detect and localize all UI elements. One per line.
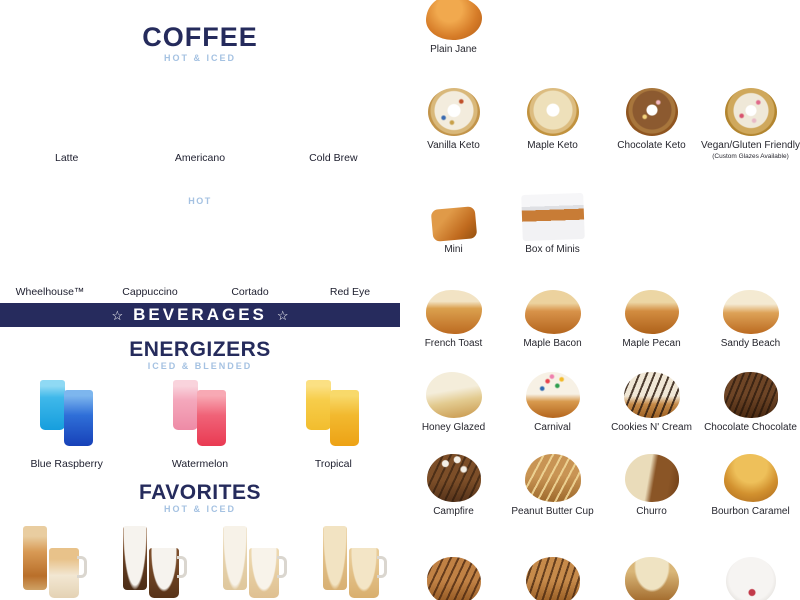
- energizers-row: [0, 376, 400, 470]
- drink-glass: [64, 390, 93, 446]
- menu-item-cortado: Cortado: [231, 286, 269, 298]
- donut-image: [426, 0, 482, 40]
- donut-image: [724, 454, 778, 502]
- donut-menu-item: [404, 446, 503, 517]
- menu-item-americano: Americano: [174, 152, 226, 164]
- beverage-image: [290, 376, 376, 454]
- donut-name: Bourbon Caramel: [711, 506, 790, 517]
- donut-menu-item: [602, 80, 701, 160]
- donut-image: [626, 88, 678, 136]
- favorite-drink-item: [300, 524, 400, 600]
- donut-menu-item: [404, 362, 503, 433]
- donut-name: Vanilla Keto: [427, 140, 480, 151]
- hot-coffee-row: [0, 286, 400, 298]
- drink-mug: [149, 548, 179, 598]
- donut-menu-item: [503, 80, 602, 160]
- drink-glass: [330, 390, 359, 446]
- drink-glass: [123, 526, 147, 590]
- favorite-drink-item: [100, 524, 200, 600]
- menu-item-cappuccino: Cappuccino: [122, 286, 178, 298]
- menu-item-latte: Latte: [54, 152, 79, 164]
- donut-name: Carnival: [534, 422, 571, 433]
- donut-image: [723, 290, 779, 334]
- energizers-title: ENERGIZERS: [129, 338, 271, 361]
- beverage-image: [307, 524, 393, 600]
- hot-heading: HOT: [188, 196, 212, 206]
- menu-item-red-eye: Red Eye: [329, 286, 371, 298]
- donut-image: [426, 372, 482, 418]
- donut-menu-item: [701, 446, 800, 517]
- donut-menu-item: [602, 362, 701, 433]
- donut-name: Cookies N' Cream: [611, 422, 692, 433]
- beverage-name: Tropical: [314, 458, 352, 470]
- beverages-banner-title: BEVERAGES: [133, 305, 267, 324]
- donut-row: [404, 80, 800, 160]
- donut-name: Plain Jane: [430, 44, 477, 55]
- drink-glass: [323, 526, 347, 590]
- donut-image: [625, 290, 679, 334]
- iced-coffee-row: [0, 152, 400, 164]
- favorites-subtitle: HOT & ICED: [163, 504, 236, 514]
- donut-menu-item: [701, 362, 800, 433]
- donut-image: [427, 557, 481, 600]
- donut-row: [404, 278, 800, 349]
- beverages-banner: [0, 303, 400, 327]
- donut-image: [428, 88, 480, 136]
- donut-menu-item: [503, 446, 602, 517]
- beverage-item-tropical: [267, 376, 400, 470]
- beverage-image: [157, 376, 243, 454]
- donut-row: [404, 446, 800, 517]
- donut-menu-item: [602, 549, 701, 600]
- drink-glass: [173, 380, 198, 430]
- donut-image: [525, 454, 581, 502]
- beverage-image: [7, 524, 93, 600]
- donut-menu-item: [602, 278, 701, 349]
- donut-image: [427, 454, 481, 502]
- favorite-drink-item: [200, 524, 300, 600]
- donut-menu-item: [701, 278, 800, 349]
- energizers-subtitle: ICED & BLENDED: [147, 361, 253, 371]
- donut-name: Campfire: [433, 506, 474, 517]
- donut-image: [625, 557, 679, 600]
- menu-item-cold-brew: Cold Brew: [309, 152, 358, 164]
- beverage-item-watermelon: [133, 376, 266, 470]
- donut-name: Maple Keto: [527, 140, 578, 151]
- donut-menu-item: [404, 0, 503, 55]
- beverage-name: Blue Raspberry: [30, 458, 103, 470]
- star-icon: ☆: [111, 307, 124, 323]
- donut-name: Chocolate Keto: [617, 140, 686, 151]
- donut-image: [625, 454, 679, 502]
- donut-name: Vegan/Gluten Friendly: [701, 140, 800, 151]
- beverage-name: Watermelon: [171, 458, 229, 470]
- donut-menu-item: [404, 549, 503, 600]
- drink-mug: [349, 548, 379, 598]
- donut-name: Sandy Beach: [720, 338, 781, 349]
- donut-row: [404, 0, 800, 55]
- donut-menu-item: [701, 549, 800, 600]
- donut-row: [404, 549, 800, 600]
- donut-box-image: [521, 193, 585, 241]
- donut-name: Maple Pecan: [622, 338, 681, 349]
- donut-image: [725, 88, 777, 136]
- favorites-row: [0, 524, 400, 600]
- donut-image: [526, 557, 580, 600]
- donut-menu-item: [602, 446, 701, 517]
- drink-glass: [23, 526, 47, 590]
- donut-image: [430, 206, 477, 242]
- donut-menu-item: [503, 184, 602, 255]
- donut-image: [525, 290, 581, 334]
- drink-mug: [249, 548, 279, 598]
- donut-name: Churro: [636, 506, 667, 517]
- donut-name: Mini: [444, 244, 463, 255]
- donut-name: Chocolate Chocolate: [704, 422, 797, 433]
- star-icon: ☆: [276, 307, 289, 323]
- donut-menu-item: [503, 278, 602, 349]
- donut-name: Honey Glazed: [421, 422, 486, 433]
- donut-image: [527, 88, 579, 136]
- donut-image: [724, 372, 778, 418]
- donut-image: [624, 372, 680, 418]
- donut-menu-item: [404, 184, 503, 255]
- coffee-subtitle: HOT & ICED: [163, 53, 236, 63]
- donut-image: [726, 557, 776, 600]
- beverage-item-blue-raspberry: [0, 376, 133, 470]
- favorites-title: FAVORITES: [139, 481, 261, 504]
- donut-note: (Custom Glazes Available): [712, 153, 789, 160]
- drink-mug: [49, 548, 79, 598]
- donut-name: Maple Bacon: [523, 338, 582, 349]
- donut-image: [526, 372, 580, 418]
- donut-name: Peanut Butter Cup: [511, 506, 594, 517]
- beverage-image: [207, 524, 293, 600]
- donut-menu-item: [503, 549, 602, 600]
- donut-menu-item: [404, 278, 503, 349]
- drink-glass: [223, 526, 247, 590]
- drink-glass: [197, 390, 226, 446]
- donut-menu-item: [503, 362, 602, 433]
- beverage-image: [24, 376, 110, 454]
- donut-image: [426, 290, 482, 334]
- donut-name: Box of Minis: [525, 244, 580, 255]
- donut-row: [404, 362, 800, 433]
- menu-item-wheelhouse: Wheelhouse™: [15, 286, 85, 298]
- drink-glass: [40, 380, 65, 430]
- donut-row: [404, 184, 800, 255]
- favorite-drink-item: [0, 524, 100, 600]
- beverage-image: [107, 524, 193, 600]
- coffee-title: COFFEE: [142, 22, 258, 52]
- donut-menu-item: [701, 80, 800, 160]
- drink-glass: [306, 380, 331, 430]
- donut-name: French Toast: [424, 338, 483, 349]
- donut-menu-item: [404, 80, 503, 160]
